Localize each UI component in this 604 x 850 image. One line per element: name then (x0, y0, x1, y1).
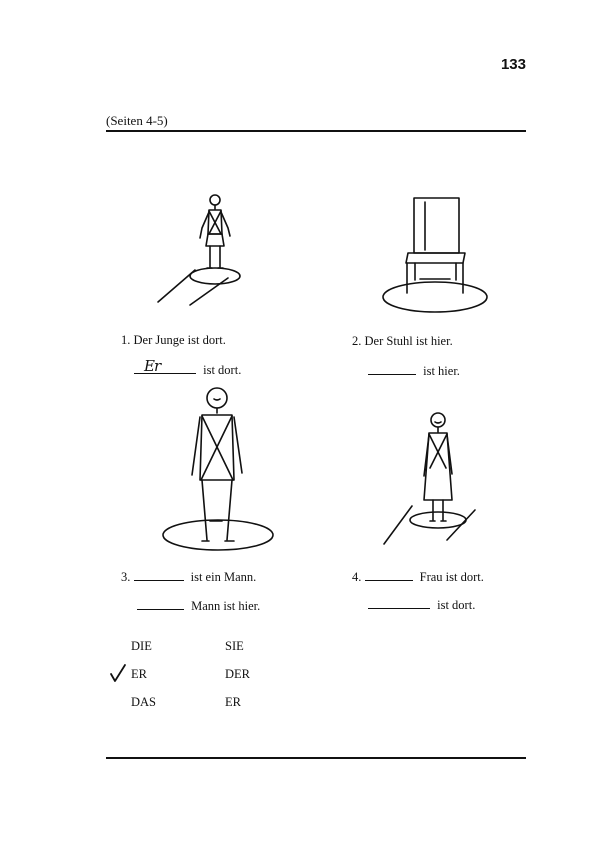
answer-blank-2[interactable] (368, 363, 416, 375)
exercise-2-answer-text: ist hier. (423, 364, 460, 378)
man-stick-figure (162, 385, 272, 555)
exercise-1-text: Der Junge ist dort. (133, 333, 226, 347)
exercise-2-number: 2. (352, 334, 362, 348)
top-rule (106, 130, 526, 132)
exercise-3-sentence (121, 569, 256, 585)
exercise-4-number: 4. (352, 570, 362, 584)
exercise-3-text: ist ein Mann. (190, 570, 257, 584)
handwritten-answer: Er (144, 357, 161, 375)
exercise-3-answer-text: Mann ist hier. (191, 599, 261, 613)
exercise-1-answer (134, 357, 242, 378)
answer-blank-4a[interactable] (365, 569, 413, 581)
exercise-4-answer (368, 597, 475, 613)
exercise-2-answer (368, 363, 460, 379)
choice-er-checked[interactable]: ER (131, 667, 147, 681)
checkmark-icon (109, 663, 127, 683)
exercise-4-text: Frau ist dort. (419, 570, 484, 584)
choice-die[interactable]: DIE (131, 639, 152, 653)
answer-blank-1[interactable] (134, 357, 196, 375)
choice-das[interactable]: DAS (131, 695, 157, 709)
boy-stick-figure (150, 190, 250, 305)
choice-sie[interactable]: SIE (225, 639, 244, 653)
exercise-3-number: 3. (121, 570, 131, 584)
answer-blank-3b[interactable] (137, 598, 184, 610)
exercise-4-answer-text: ist dort. (437, 598, 476, 612)
exercise-4-sentence (352, 569, 484, 585)
choice-er[interactable]: ER (225, 695, 241, 709)
bottom-rule (106, 757, 526, 759)
page-number: 133 (500, 56, 526, 73)
exercise-1-number: 1. (121, 333, 131, 347)
exercise-1-answer-text: ist dort. (203, 363, 242, 377)
woman-stick-figure (382, 408, 482, 548)
exercise-1-sentence (121, 333, 226, 348)
answer-blank-4b[interactable] (368, 597, 430, 609)
section-reference: (Seiten 4-5) (106, 113, 168, 128)
exercise-2-sentence (352, 334, 453, 349)
exercise-2-text: Der Stuhl ist hier. (364, 334, 453, 348)
choice-der[interactable]: DER (225, 667, 250, 681)
exercise-3-answer (137, 598, 260, 614)
chair-illustration (378, 195, 488, 315)
answer-blank-3a[interactable] (134, 569, 184, 581)
